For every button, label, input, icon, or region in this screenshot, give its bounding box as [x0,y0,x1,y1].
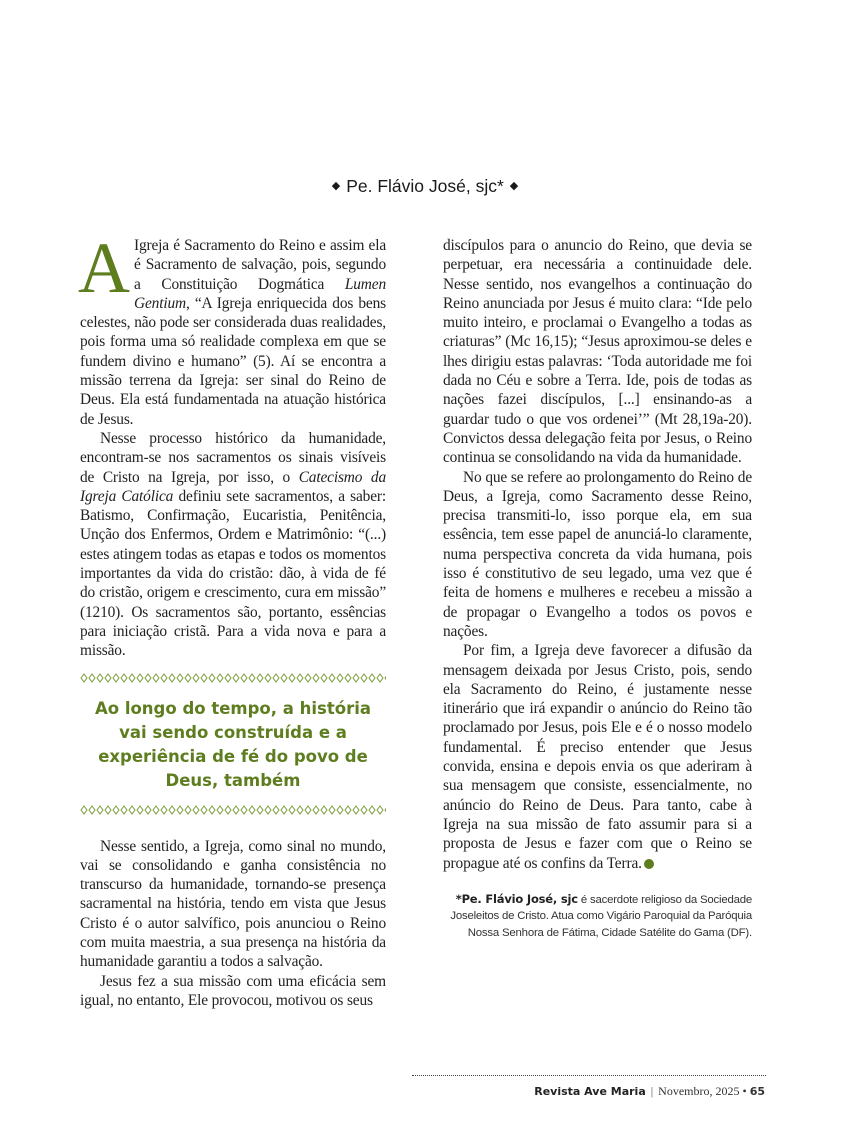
byline-author: Pe. Flávio José, sjc* [346,176,504,196]
issue-date: Novembro, 2025 [658,1084,740,1098]
paragraph: No que se refere ao prolongamento do Reino de Deus, a Igreja, como Sacramento desse Reino, precisa transmiti-lo, isso porque ela, em sua essência, tem esse papel de anunciá-lo claramente, numa perspectiva concreta da vida humana, pois isso é constitutivo de seu legado, uma vez que é feita de homens e mulheres e recebeu a missão a de propagar o Evangelho a todos os povos e nações. [443,468,752,640]
pull-quote: Ao longo do tempo, a história vai sendo construída e a experiência de fé do povo de Deus, também [94,698,372,790]
paragraph: Jesus fez a sua missão com uma eficácia sem igual, no entanto, Ele provocou, motivou os seus [80,972,386,1009]
page-footer [534,1084,765,1099]
author-note [443,891,752,942]
author-note-text: é sacerdote religioso da Sociedade Joseleitos de Cristo. Atua como Vigário Paroquial da Paróquia Nossa Senhora de Fátima, Cidade Satélite do Gama (DF). [450,893,752,939]
paragraph: A Igreja é Sacramento do Reino e assim ela é Sacramento de salvação, pois, segundo a Constituição Dogmática Lumen Gentium, “A Igreja enriquecida dos bens celestes, não pode ser considerada duas realidades, pois forma uma só realidade complexa em que se fundem divino e humano” (5). Aí se encontra a missão terrena da Igreja: ser sinal do Reino de Deus. Ela está fundamentada na atuação histórica de Jesus. [78,228,386,428]
bullet-icon: • [742,1084,747,1098]
article-byline [0,176,850,197]
footer-separator: | [650,1084,654,1098]
diamond-divider [80,805,386,815]
right-column [443,236,752,941]
author-note-name: *Pe. Flávio José, sjc [455,891,578,906]
paragraph: Nesse processo histórico da humanidade, encontram-se nos sacramentos os sinais visíveis de Cristo na Igreja, por isso, o Catecismo da Igreja Católica definiu sete sacramentos, a saber: Batismo, Confirmação, Eucaristia, Penitência, Unção dos Enfermos, Ordem e Matrimônio: “(...) estes atingem todas as etapas e todos os momentos importantes da vida do cristão: dão, à vida de fé do cristão, origem e crescimento, cura em missão” (1210). Os sacramentos são, portanto, essências para iniciação cristã. Para a vida nova e para a missão. [80,429,386,660]
footer-rule [412,1075,766,1076]
drop-cap: A [78,228,130,308]
magazine-name: Revista Ave Maria [534,1085,646,1098]
diamond-icon: ◆ [509,180,519,192]
paragraph: Por fim, a Igreja deve favorecer a difusão da mensagem deixada por Jesus Cristo, pois, sendo ela Sacramento do Reino, é justamente nesse itinerário que irá expandir o anúncio do Reino tão proclamado por Jesus, pois Ele e é o nosso modelo fundamental. É preciso entender que Jesus convida, ensina e depois envia os que aderiram à sua mensagem que consiste, essencialmente, no anúncio do Reino de Deus. Para tanto, cabe à Igreja na sua missão de fato assumir para si a proposta de Jesus e fazer com que o Reino se propague até os confins da Terra. [443,642,752,872]
left-column [78,228,386,1010]
page-number: 65 [749,1085,765,1098]
end-mark-icon [644,859,654,869]
diamond-icon: ◆ [331,180,341,192]
diamond-divider [80,673,386,683]
paragraph: discípulos para o anuncio do Reino, que devia se perpetuar, era necessária a continuidade dele. Nesse sentido, nos evangelhos a continuação do Reino anunciada por Jesus é muito clara: “Ide pelo muito inteiro, e proclamai o Evangelho a todas as criaturas” (Mc 16,15); “Jesus aproximou-se deles e lhes dirigiu estas palavras: ‘Toda autoridade me foi dada no Céu e sobre a Terra. Ide, pois de todas as nações fazei discípulos, [...] ensinando-as a guardar tudo o que vos ordenei’” (Mt 28,19a-20). Convictos dessa delegação feita por Jesus, o Reino continua se consolidando na vida da humanidade. [443,237,752,467]
paragraph: Nesse sentido, a Igreja, como sinal no mundo, vai se consolidando e ganha consistência no transcurso da humanidade, tornando-se presença sacramental na história, tendo em vista que Jesus Cristo é o autor salvífico, pois anunciou o Reino com muita maestria, a sua presença na história da humanidade garantiu a todos a salvação. [80,837,386,971]
